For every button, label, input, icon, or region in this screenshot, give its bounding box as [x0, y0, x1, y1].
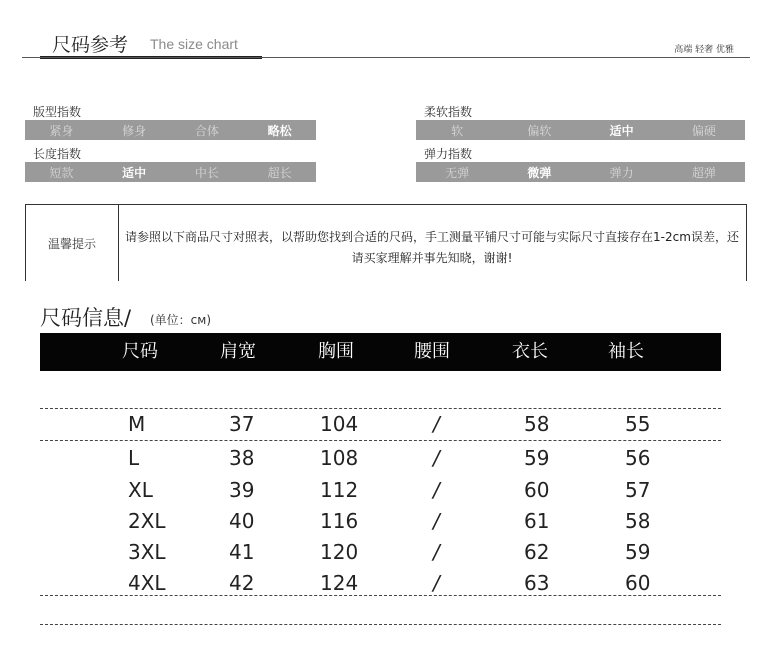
fit-index-bar — [25, 120, 316, 140]
column-header: 衣长 — [512, 341, 548, 362]
index-option: 修身 — [122, 123, 147, 138]
size-table-header — [40, 333, 721, 371]
table-cell: 58 — [625, 509, 651, 533]
table-cell: 39 — [229, 478, 255, 502]
table-cell: / — [433, 571, 440, 595]
column-header: 胸围 — [318, 341, 354, 362]
index-option: 合体 — [194, 123, 219, 138]
index-option: 适中 — [122, 165, 147, 180]
column-header: 尺码 — [122, 341, 158, 362]
tip-label: 温馨提示 — [26, 205, 119, 281]
table-cell: XL — [128, 478, 153, 502]
index-option: 中长 — [194, 165, 219, 180]
table-cell: L — [128, 446, 140, 470]
softness-index-bar — [416, 120, 745, 140]
table-cell: 112 — [320, 478, 359, 502]
index-option: 无弹 — [445, 165, 470, 180]
table-cell: 108 — [320, 446, 359, 470]
page-title: 尺码参考 — [52, 34, 129, 56]
column-header: 腰围 — [414, 341, 450, 362]
table-cell: 124 — [320, 571, 359, 595]
table-cell: 56 — [625, 446, 651, 470]
table-cell: 41 — [229, 540, 255, 564]
header-divider — [22, 57, 750, 58]
index-option: 超长 — [267, 165, 292, 180]
table-cell: / — [433, 540, 440, 564]
elasticity-index-label: 弹力指数 — [424, 147, 473, 161]
size-info-title: 尺码信息/ — [40, 306, 132, 330]
column-header: 袖长 — [608, 341, 644, 362]
index-option: 偏软 — [527, 123, 552, 138]
table-cell: 57 — [625, 478, 651, 502]
table-cell: 38 — [229, 446, 255, 470]
row-divider — [40, 408, 721, 409]
index-option: 超弹 — [691, 165, 716, 180]
table-cell: 59 — [625, 540, 651, 564]
size-unit: (单位：cм) — [150, 313, 212, 327]
table-cell: 104 — [320, 412, 359, 436]
table-cell: 3XL — [128, 540, 166, 564]
table-cell: 2XL — [128, 509, 166, 533]
index-option: 偏硬 — [691, 123, 716, 138]
index-option: 紧身 — [49, 123, 74, 138]
softness-index-label: 柔软指数 — [424, 105, 473, 119]
table-cell: M — [128, 412, 146, 436]
table-cell: 42 — [229, 571, 255, 595]
table-cell: 60 — [625, 571, 651, 595]
index-option: 软 — [451, 123, 464, 138]
table-cell: 59 — [524, 446, 550, 470]
table-cell: 63 — [524, 571, 550, 595]
table-cell: 58 — [524, 412, 550, 436]
row-divider — [40, 624, 721, 625]
brand-tagline: 高端 轻奢 优雅 — [674, 45, 734, 55]
length-index-bar — [25, 162, 316, 182]
table-cell: 60 — [524, 478, 550, 502]
table-cell: 120 — [320, 540, 359, 564]
table-cell: / — [433, 509, 440, 533]
row-divider — [40, 595, 721, 596]
column-header: 肩宽 — [220, 341, 256, 362]
table-cell: 116 — [320, 509, 359, 533]
index-option: 短款 — [49, 165, 74, 180]
table-cell: 62 — [524, 540, 550, 564]
table-cell: / — [433, 412, 440, 436]
tip-box — [25, 204, 747, 281]
index-option: 微弹 — [527, 165, 552, 180]
index-option: 略松 — [267, 123, 292, 138]
table-cell: 4XL — [128, 571, 166, 595]
elasticity-index-bar — [416, 162, 745, 182]
length-index-label: 长度指数 — [33, 147, 82, 161]
table-cell: 40 — [229, 509, 255, 533]
table-cell: 61 — [524, 509, 550, 533]
page-subtitle: The size chart — [150, 36, 238, 52]
tip-text: 请参照以下商品尺寸对照表，以帮助您找到合适的尺码，手工测量平铺尺寸可能与实际尺寸直接存在1-2cm误差，还请买家理解并事先知晓，谢谢! — [125, 230, 739, 265]
table-cell: / — [433, 478, 440, 502]
table-cell: 37 — [229, 412, 255, 436]
table-cell: 55 — [625, 412, 651, 436]
index-option: 弹力 — [609, 165, 634, 180]
table-cell: / — [433, 446, 440, 470]
row-divider — [40, 440, 721, 441]
fit-index-label: 版型指数 — [33, 105, 82, 119]
index-option: 适中 — [609, 123, 634, 138]
